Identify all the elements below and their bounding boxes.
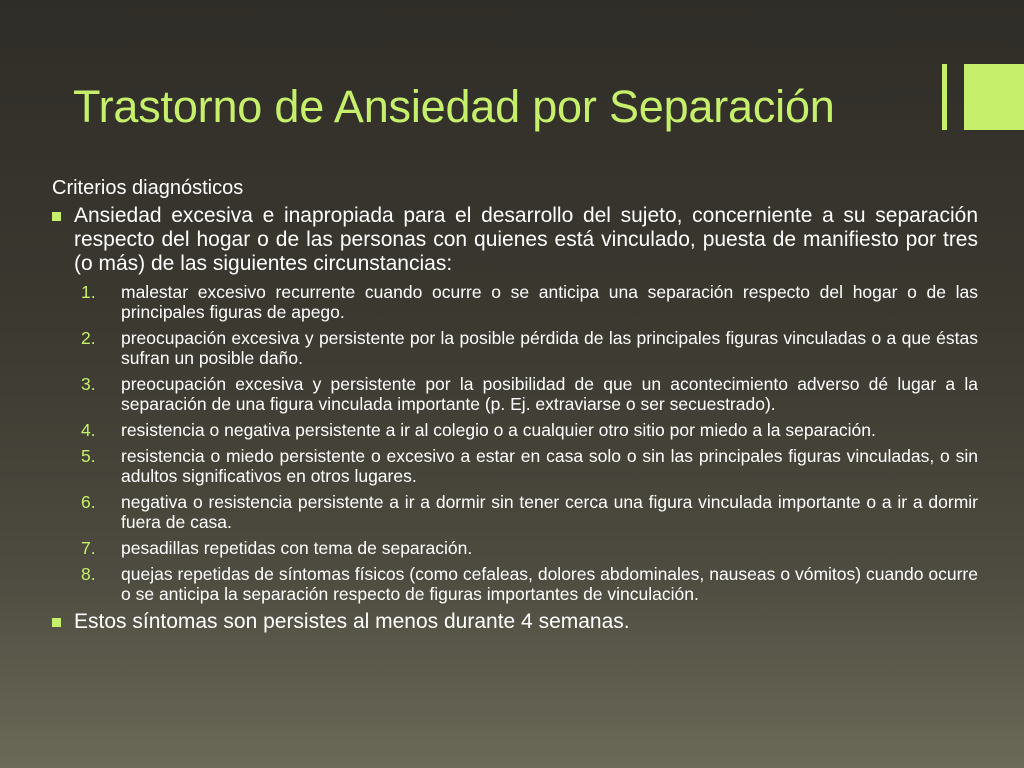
criteria-text: preocupación excesiva y persistente por la posible pérdida de las principales figuras vinculadas o a que éstas sufran un posible daño. <box>121 328 978 368</box>
criteria-number: 7. <box>81 538 96 558</box>
criteria-text: resistencia o miedo persistente o excesivo a estar en casa solo o sin las principales figuras vinculadas, o sin adultos significativos en otros lugares. <box>121 446 978 486</box>
criteria-item <box>52 564 978 604</box>
criteria-item <box>52 282 978 322</box>
criteria-text: pesadillas repetidas con tema de separación. <box>121 538 473 558</box>
criteria-number: 5. <box>81 446 96 466</box>
criteria-text: quejas repetidas de síntomas físicos (como cefaleas, dolores abdominales, nauseas o vómitos) cuando ocurre o se anticipa la separación respecto de figuras importantes de vinculación. <box>121 564 978 604</box>
main-bullet <box>52 204 978 276</box>
criteria-number: 8. <box>81 564 96 584</box>
criteria-text: preocupación excesiva y persistente por la posibilidad de que un acontecimiento adverso dé lugar a la separación de una figura vinculada importante (p. Ej. extraviarse o ser secuestrado). <box>121 374 978 414</box>
criteria-list <box>52 282 978 604</box>
criteria-text: resistencia o negativa persistente a ir al colegio o a cualquier otro sitio por miedo a la separación. <box>121 420 876 440</box>
title-decoration-wide-bar <box>954 64 1024 130</box>
slide-content <box>52 176 978 634</box>
criteria-item <box>52 446 978 486</box>
criteria-item <box>52 538 978 558</box>
criteria-number: 1. <box>81 282 96 302</box>
criteria-number: 6. <box>81 492 96 512</box>
final-bullet-text: Estos síntomas son persistes al menos durante 4 semanas. <box>74 610 630 633</box>
criteria-item <box>52 374 978 414</box>
subheading: Criterios diagnósticos <box>52 177 244 199</box>
final-bullet <box>52 610 978 634</box>
square-bullet-icon <box>52 212 61 221</box>
criteria-number: 3. <box>81 374 96 394</box>
criteria-item <box>52 328 978 368</box>
square-bullet-icon <box>52 618 61 627</box>
criteria-number: 2. <box>81 328 96 348</box>
title-decoration-block <box>964 64 1024 130</box>
criteria-number: 4. <box>81 420 96 440</box>
criteria-item <box>52 420 978 440</box>
criteria-text: malestar excesivo recurrente cuando ocurre o se anticipa una separación respecto del hogar o de las principales figuras de apego. <box>121 282 978 322</box>
criteria-text: negativa o resistencia persistente a ir a dormir sin tener cerca una figura vinculada importante o a ir a dormir fuera de casa. <box>121 492 978 532</box>
slide-title: Trastorno de Ansiedad por Separación <box>73 81 835 132</box>
main-bullet-text: Ansiedad excesiva e inapropiada para el desarrollo del sujeto, concerniente a su separación respecto del hogar o de las personas con quienes está vinculado, puesta de manifiesto por tres (o más) de las siguientes circunstancias: <box>74 204 978 275</box>
title-decoration-thin-bar <box>942 64 947 130</box>
criteria-item <box>52 492 978 532</box>
